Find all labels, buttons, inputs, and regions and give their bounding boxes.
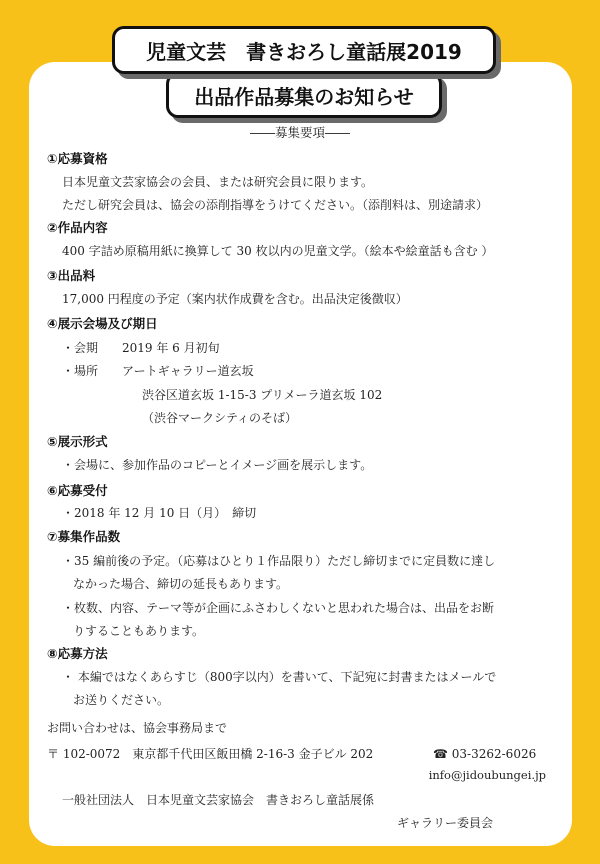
contact-organization: 一般社団法人 日本児童文芸家協会 書きおろし童話展係 bbox=[62, 793, 375, 807]
section-text: ・場所 アートギャラリー道玄坂 bbox=[62, 364, 254, 378]
section-text: ただし研究会員は、協会の添削指導をうけてください。（添削料は、別途請求） bbox=[62, 198, 489, 212]
title-line1: 児童文芸 書きおろし童話展2019 bbox=[146, 39, 462, 64]
section-text: ・会期 2019 年 6 月初旬 bbox=[62, 341, 220, 355]
title-line2: 出品作品募集のお知らせ bbox=[194, 84, 414, 109]
section-text: なかった場合、締切の延長もあります。 bbox=[73, 577, 289, 591]
section-text: 17,000 円程度の予定（案内状作成費を含む。出品決定後徴収） bbox=[62, 292, 408, 306]
title-banner-line2 bbox=[166, 72, 442, 118]
section-heading: ①応募資格 bbox=[47, 151, 108, 166]
section-text: ・会場に、参加作品のコピーとイメージ画を展示します。 bbox=[62, 458, 373, 472]
section-heading: ⑧応募方法 bbox=[47, 646, 108, 661]
title-banner-line1 bbox=[112, 26, 496, 74]
section-text: 渋谷区道玄坂 1-15-3 プリメーラ道玄坂 102 bbox=[142, 388, 383, 402]
section-heading: ④展示会場及び期日 bbox=[47, 316, 158, 331]
section-text: お送りください。 bbox=[73, 693, 170, 707]
section-heading: ⑤展示形式 bbox=[47, 434, 108, 449]
section-heading: ③出品料 bbox=[47, 268, 96, 283]
section-text: ・ 本編ではなくあらすじ（800字以内）を書いて、下記宛に封書またはメールで bbox=[62, 670, 497, 684]
section-heading: ⑥応募受付 bbox=[47, 483, 108, 498]
subheading: ――募集要項―― bbox=[249, 125, 350, 140]
contact-phone: ☎ 03-3262-6026 bbox=[433, 747, 537, 761]
section-text: （渋谷マークシティのそば） bbox=[142, 411, 298, 425]
section-text: ・35 編前後の予定。（応募はひとり１作品限り）ただし締切までに定員数に達し bbox=[62, 554, 496, 568]
section-text: ・2018 年 12 月 10 日（月） 締切 bbox=[62, 506, 257, 520]
contact-address: 〒 102-0072 東京都千代田区飯田橋 2-16-3 金子ビル 202 bbox=[47, 747, 374, 761]
section-text: 日本児童文芸家協会の会員、または研究会員に限ります。 bbox=[62, 175, 374, 189]
section-heading: ②作品内容 bbox=[47, 220, 108, 235]
section-text: 400 字詰め原稿用紙に換算して 30 枚以内の児童文学。（絵本や絵童話も含む ） bbox=[62, 244, 494, 258]
contact-email[interactable]: info@jidoubungei.jp bbox=[428, 768, 546, 782]
contact-intro: お問い合わせは、協会事務局まで bbox=[47, 721, 228, 735]
section-heading: ⑦募集作品数 bbox=[47, 529, 121, 544]
section-text: ・枚数、内容、テーマ等が企画にふさわしくないと思われた場合は、出品をお断 bbox=[62, 601, 495, 615]
section-text: りすることもあります。 bbox=[73, 624, 205, 638]
contact-committee: ギャラリー委員会 bbox=[397, 816, 494, 830]
